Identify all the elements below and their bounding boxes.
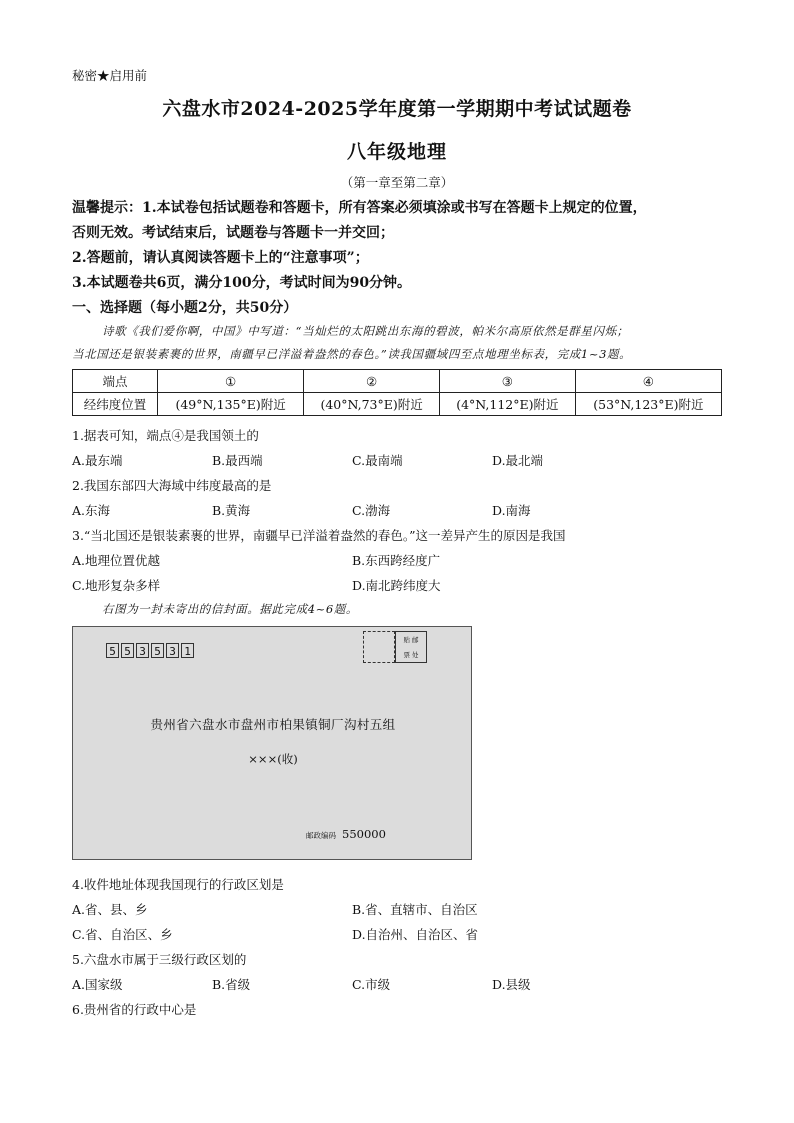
table-header-cell: ④ — [575, 370, 721, 393]
question-1-option-d[interactable]: D.最北端 — [492, 453, 544, 468]
question-2-option-b[interactable]: B.黄海 — [212, 503, 251, 518]
stamp-box — [395, 631, 427, 663]
question-3-option-a[interactable]: A.地理位置优越 — [72, 553, 161, 568]
envelope-intro: 右图为一封未寄出的信封面。据此完成4~6题。 — [102, 602, 358, 616]
question-5-option-c[interactable]: C.市级 — [352, 977, 391, 992]
question-3-option-b[interactable]: B.东西跨经度广 — [352, 553, 441, 568]
question-4-option-b[interactable]: B.省、直辖市、自治区 — [352, 902, 478, 917]
exam-subtitle: 八年级地理 — [346, 141, 447, 163]
postcode-value: 550000 — [342, 827, 386, 841]
notice-line-2: 否则无效。考试结束后，试题卷与答题卡一并交回； — [72, 225, 394, 241]
question-2-option-a[interactable]: A.东海 — [72, 503, 111, 518]
exam-title: 六盘水市2024-2025学年度第一学期期中考试试题卷 — [162, 98, 632, 120]
envelope-address: 贵州省六盘水市盘州市柏果镇铜厂沟村五组 — [150, 717, 396, 732]
question-4-option-a[interactable]: A.省、县、乡 — [72, 902, 148, 917]
question-3-option-c[interactable]: C.地形复杂多样 — [72, 578, 161, 593]
question-1-option-b[interactable]: B.最西端 — [212, 453, 263, 468]
question-3-stem: 3.“当北国还是银装素裹的世界，南疆早已洋溢着盎然的春色。”这一差异产生的原因是我国 — [72, 528, 566, 543]
question-5-option-a[interactable]: A.国家级 — [72, 977, 123, 992]
poem-line-2: 当北国还是银装素裹的世界，南疆早已洋溢着盎然的春色。”读我国疆域四至点地理坐标表，完成1~3题。 — [72, 347, 632, 361]
table-header-cell: ① — [158, 370, 304, 393]
question-5-option-b[interactable]: B.省级 — [212, 977, 251, 992]
table-cell: 经纬度位置 — [73, 393, 158, 416]
table-cell: (40°N,73°E)附近 — [304, 393, 440, 416]
zip-digit-box: 3 — [166, 643, 179, 658]
zip-digit-box: 3 — [136, 643, 149, 658]
question-4-option-d[interactable]: D.自治州、自治区、省 — [352, 927, 479, 942]
zip-digit-box: 5 — [106, 643, 119, 658]
stamp-label-2: 票 处 — [403, 651, 419, 659]
question-4-option-c[interactable]: C.省、自治区、乡 — [72, 927, 173, 942]
poem-line-1: 诗歌《我们爱你啊，中国》中写道：“当灿烂的太阳跳出东海的碧波，帕米尔高原依然是群星闪烁； — [102, 324, 629, 338]
question-2-option-c[interactable]: C.渤海 — [352, 503, 391, 518]
table-header-cell: 端点 — [73, 370, 158, 393]
question-3-option-d[interactable]: D.南北跨纬度大 — [352, 578, 441, 593]
postcode-label: 邮政编码 — [306, 831, 336, 840]
notice-line-1: 温馨提示：1.本试卷包括试题卷和答题卡，所有答案必须填涂或书写在答题卡上规定的位置， — [72, 200, 647, 216]
question-2-option-d[interactable]: D.南海 — [492, 503, 531, 518]
zip-digit-box: 1 — [181, 643, 194, 658]
question-5-stem: 5.六盘水市属于三级行政区划的 — [72, 952, 247, 967]
stamp-area-dashed — [363, 631, 395, 663]
envelope-recipient: ×××(收) — [248, 752, 298, 766]
notice-line-4: 3.本试题卷共6页，满分100分，考试时间为90分钟。 — [72, 275, 412, 291]
question-1-option-a[interactable]: A.最东端 — [72, 453, 123, 468]
table-row — [73, 393, 722, 416]
notice-line-3: 2.答题前，请认真阅读答题卡上的“注意事项”； — [72, 250, 369, 266]
question-2-stem: 2.我国东部四大海域中纬度最高的是 — [72, 478, 272, 493]
secret-label: 秘密★启用前 — [72, 68, 148, 83]
section-title: 一、选择题（每小题2分，共50分） — [72, 300, 298, 316]
zip-digit-box: 5 — [151, 643, 164, 658]
coordinate-table — [72, 369, 722, 416]
exam-scope: （第一章至第二章） — [340, 175, 454, 190]
table-cell: (49°N,135°E)附近 — [158, 393, 304, 416]
question-4-stem: 4.收件地址体现我国现行的行政区划是 — [72, 877, 284, 892]
zip-digit-box: 5 — [121, 643, 134, 658]
stamp-label-1: 贴 邮 — [403, 636, 419, 644]
table-header-cell: ② — [304, 370, 440, 393]
table-cell: (4°N,112°E)附近 — [439, 393, 575, 416]
question-6-stem: 6.贵州省的行政中心是 — [72, 1002, 197, 1017]
table-header-cell: ③ — [439, 370, 575, 393]
question-1-option-c[interactable]: C.最南端 — [352, 453, 403, 468]
table-cell: (53°N,123°E)附近 — [575, 393, 721, 416]
question-5-option-d[interactable]: D.县级 — [492, 977, 531, 992]
question-1-stem: 1.据表可知，端点④是我国领土的 — [72, 428, 259, 443]
envelope-figure — [72, 626, 472, 860]
table-header-row — [73, 370, 722, 393]
